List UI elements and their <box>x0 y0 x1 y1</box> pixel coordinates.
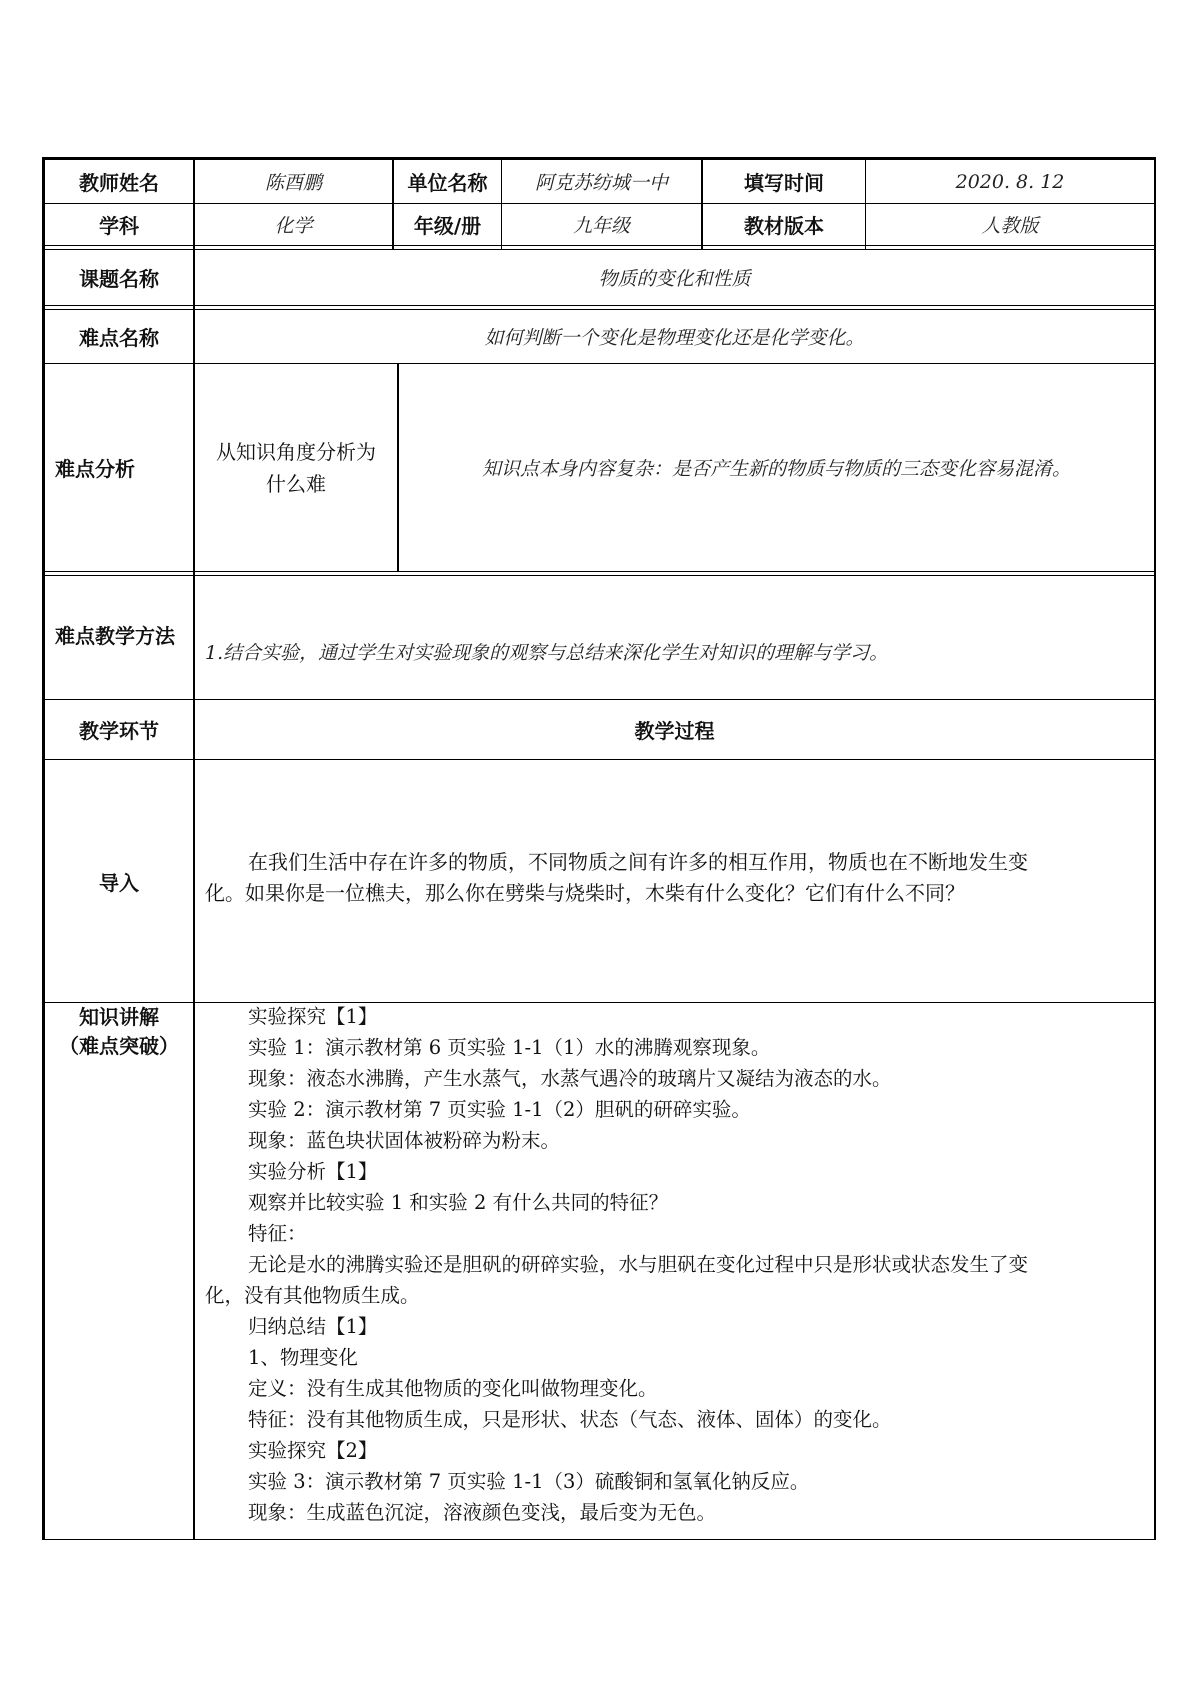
process-section-title: 教学过程 <box>634 719 715 743</box>
difficulty-label: 难点名称 <box>79 326 159 350</box>
grade-value: 九年级 <box>572 215 630 237</box>
unit-name-label: 单位名称 <box>407 171 488 195</box>
teacher-name-label: 教师姓名 <box>79 171 159 195</box>
knowledge-line: 现象：液态水沸腾，产生水蒸气，水蒸气遇冷的玻璃片又凝结为液态的水。 <box>248 1067 892 1090</box>
knowledge-label-line1: 知识讲解 <box>79 1005 159 1029</box>
process-section-label: 教学环节 <box>79 719 159 743</box>
row-divider <box>42 759 1154 760</box>
difficulty-value: 如何判断一个变化是物理变化还是化学变化。 <box>484 327 865 349</box>
topic-value: 物质的变化和性质 <box>598 268 751 290</box>
knowledge-line: 归纳总结【1】 <box>248 1315 378 1338</box>
knowledge-line: 实验 2：演示教材第 7 页实验 1-1（2）胆矾的研碎实验。 <box>248 1098 751 1121</box>
knowledge-label-line2: （难点突破） <box>59 1034 179 1058</box>
knowledge-line: 特征： <box>248 1222 307 1245</box>
knowledge-line: 1、物理变化 <box>248 1346 358 1369</box>
knowledge-line: 特征：没有其他物质生成，只是形状、状态（气态、液体、固体）的变化。 <box>248 1408 892 1431</box>
intro-line-2: 化。如果你是一位樵夫，那么你在劈柴与烧柴时，木柴有什么变化？它们有什么不同？ <box>205 881 965 905</box>
knowledge-line: 现象：生成蓝色沉淀，溶液颜色变浅，最后变为无色。 <box>248 1501 717 1524</box>
knowledge-line: 实验 3：演示教材第 7 页实验 1-1（3）硫酸铜和氢氧化钠反应。 <box>248 1470 810 1493</box>
knowledge-line: 实验分析【1】 <box>248 1160 378 1183</box>
knowledge-line: 观察并比较实验 1 和实验 2 有什么共同的特征？ <box>248 1191 669 1214</box>
intro-label: 导入 <box>99 870 139 895</box>
teacher-name-value: 陈酉鹏 <box>264 172 322 194</box>
knowledge-label <box>45 1003 193 1063</box>
analysis-sub-label-line2: 什么难 <box>266 471 326 496</box>
edition-value: 人教版 <box>981 215 1039 237</box>
date-label: 填写时间 <box>744 171 824 195</box>
intro-line-1: 在我们生活中存在许多的物质，不同物质之间有许多的相互作用，物质也在不断地发生变 <box>248 850 1028 874</box>
knowledge-line: 定义：没有生成其他物质的变化叫做物理变化。 <box>248 1377 658 1400</box>
subject-value: 化学 <box>274 215 313 237</box>
knowledge-line: 现象：蓝色块状固体被粉碎为粉末。 <box>248 1129 561 1152</box>
row-divider <box>42 305 1154 306</box>
analysis-sub-label-line1: 从知识角度分析为 <box>216 439 376 464</box>
analysis-sub-label <box>195 364 397 571</box>
unit-name-value: 阿克苏纺城一中 <box>534 172 668 194</box>
knowledge-line: 实验 1：演示教材第 6 页实验 1-1（1）水的沸腾观察现象。 <box>248 1036 771 1059</box>
subject-label: 学科 <box>99 214 139 238</box>
knowledge-line: 实验探究【1】 <box>248 1005 378 1028</box>
edition-label: 教材版本 <box>744 214 824 238</box>
knowledge-line: 无论是水的沸腾实验还是胆矾的研碎实验，水与胆矾在变化过程中只是形状或状态发生了变 <box>248 1253 1029 1276</box>
analysis-value: 知识点本身内容复杂：是否产生新的物质与物质的三态变化容易混淆。 <box>481 458 1071 480</box>
topic-label: 课题名称 <box>79 267 159 291</box>
method-label: 难点教学方法 <box>55 624 175 648</box>
date-value: 2020. 8. 12 <box>955 170 1065 193</box>
grade-label: 年级/册 <box>413 214 482 238</box>
analysis-label: 难点分析 <box>55 457 135 481</box>
row-divider <box>42 245 1154 246</box>
row-divider <box>42 571 1154 572</box>
method-value: 1.结合实验，通过学生对实验现象的观察与总结来深化学生对知识的理解与学习。 <box>205 642 889 664</box>
knowledge-line: 实验探究【2】 <box>248 1439 378 1462</box>
table-bottom-border <box>42 1539 1154 1540</box>
knowledge-line: 化，没有其他物质生成。 <box>205 1284 420 1307</box>
